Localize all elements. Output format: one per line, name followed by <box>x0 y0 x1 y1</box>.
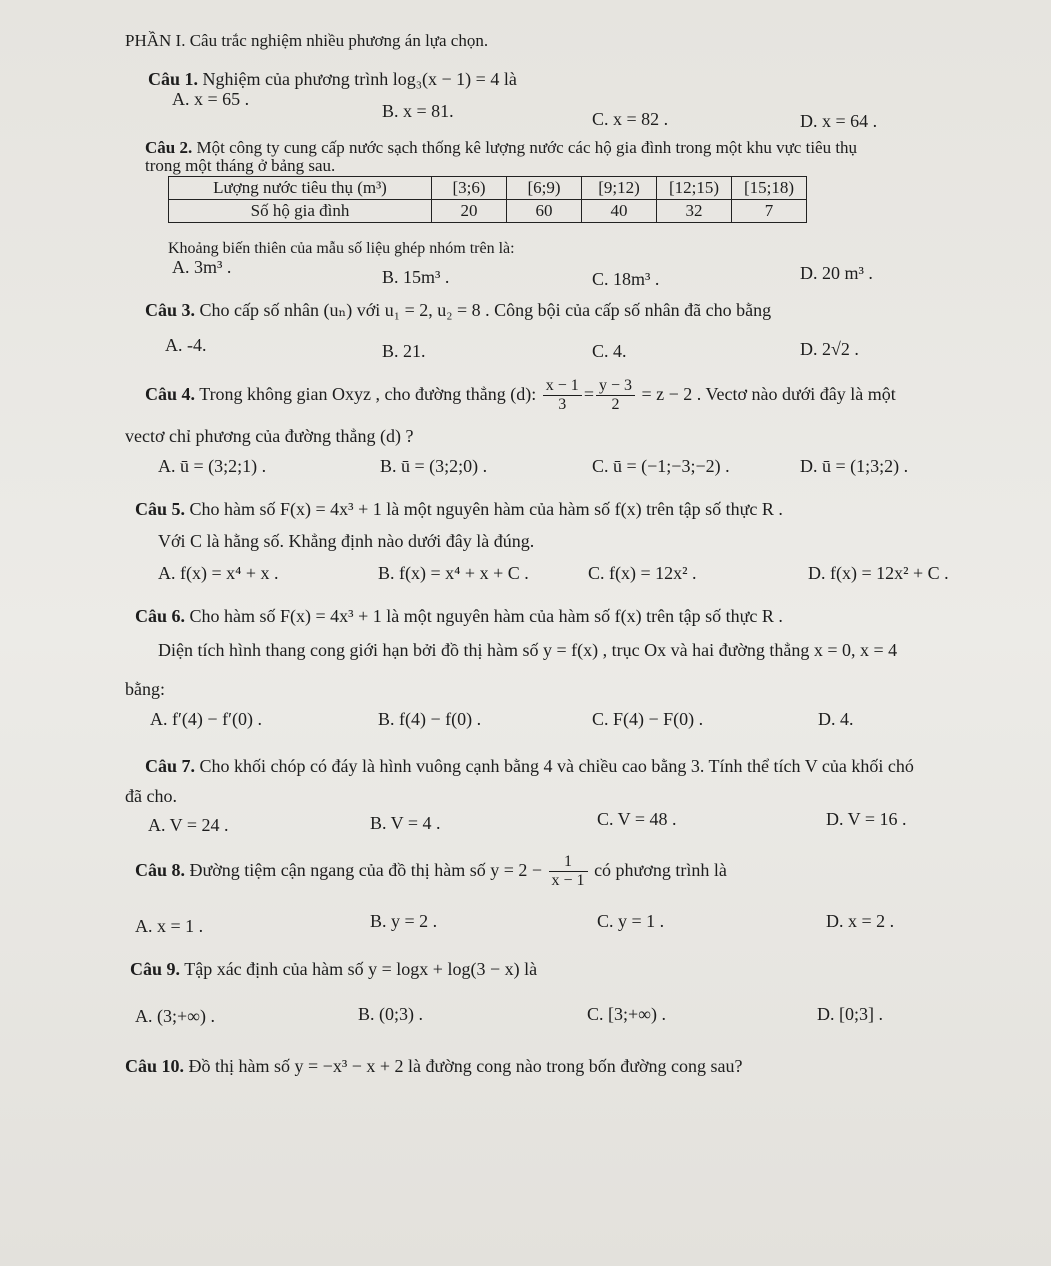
fraction: $\frac{1}{x - 1}$ <box>549 853 588 890</box>
q5-option-c[interactable]: C. f(x) = 12x² . <box>588 563 697 583</box>
question-label: Câu 7. <box>145 756 196 776</box>
question-text: Nghiệm của phương trình log₃(x − 1) = 4 là <box>202 69 517 89</box>
q8-option-d[interactable]: D. x = 2 . <box>826 911 895 931</box>
question-text: Cho hàm số F(x) = 4x³ + 1 là một nguyên hàm của hàm số f(x) trên tập số thực R . <box>189 606 783 626</box>
q5-option-d[interactable]: D. f(x) = 12x² + C . <box>808 563 949 583</box>
question-4-line2: vectơ chỉ phương của đường thẳng (d) ? <box>125 426 414 446</box>
table-cell: [9;12) <box>582 177 657 200</box>
table-header: Số hộ gia đình <box>169 200 432 223</box>
question-10 <box>125 1055 743 1077</box>
table-cell: 40 <box>582 200 657 223</box>
question-7-line2: đã cho. <box>125 786 177 806</box>
table-header: Lượng nước tiêu thụ (m³) <box>169 177 432 200</box>
q9-option-b[interactable]: B. (0;3) . <box>358 1004 423 1024</box>
question-3 <box>145 299 771 321</box>
q6-option-b[interactable]: B. f(4) − f(0) . <box>378 709 482 729</box>
question-6-line3: bằng: <box>125 679 165 699</box>
fraction: $\frac{x - 1}{3}$ <box>543 377 582 414</box>
table-row <box>169 200 807 223</box>
question-label: Câu 8. <box>135 860 186 880</box>
question-6-line2: Diện tích hình thang cong giới hạn bởi đồ thị hàm số y = f(x) , trục Ox và hai đường thẳng x = 0, x = 4 <box>158 640 898 660</box>
q4-option-b[interactable]: B. ū = (3;2;0) . <box>380 456 488 476</box>
q3-option-c[interactable]: C. 4. <box>592 341 627 361</box>
q4-option-a[interactable]: A. ū = (3;2;1) . <box>158 456 267 476</box>
question-label: Câu 1. <box>148 69 199 89</box>
q7-option-a[interactable]: A. V = 24 . <box>148 815 229 835</box>
table-cell: 20 <box>432 200 507 223</box>
q6-option-d[interactable]: D. 4. <box>818 709 854 729</box>
fraction: $\frac{y - 3}{2}$ <box>596 377 635 414</box>
q3-option-d[interactable]: D. 2√2 . <box>800 339 859 359</box>
table-cell: 60 <box>507 200 582 223</box>
q1-option-a[interactable]: A. x = 65 . <box>172 89 250 109</box>
question-5-line2: Với C là hằng số. Khẳng định nào dưới đây là đúng. <box>158 531 535 551</box>
question-text: Tập xác định của hàm số y = logx + log(3 − x) là <box>184 959 538 979</box>
table-row <box>169 177 807 200</box>
q8-option-b[interactable]: B. y = 2 . <box>370 911 438 931</box>
q7-option-b[interactable]: B. V = 4 . <box>370 813 441 833</box>
q1-option-b[interactable]: B. x = 81. <box>382 101 454 121</box>
q7-option-c[interactable]: C. V = 48 . <box>597 809 677 829</box>
question-text: Trong không gian Oxyz , cho đường thẳng (d): <box>199 384 537 404</box>
question-9 <box>130 958 537 980</box>
table-cell: 32 <box>657 200 732 223</box>
question-6 <box>135 605 783 627</box>
question-label: Câu 5. <box>135 499 186 519</box>
question-1 <box>148 68 517 90</box>
q8-option-a[interactable]: A. x = 1 . <box>135 916 204 936</box>
question-8: Câu 8. Đường tiệm cận ngang của đồ thị hàm số y = 2 − $\frac{1}{x - 1}$ có phương trình là <box>135 853 727 890</box>
q5-option-a[interactable]: A. f(x) = x⁴ + x . <box>158 563 279 583</box>
q9-option-d[interactable]: D. [0;3] . <box>817 1004 883 1024</box>
question-label: Câu 9. <box>130 959 181 979</box>
q6-option-a[interactable]: A. f′(4) − f′(0) . <box>150 709 262 729</box>
question-label: Câu 6. <box>135 606 186 626</box>
question-2-line3: Khoảng biến thiên của mẫu số liệu ghép nhóm trên là: <box>168 240 515 257</box>
q3-option-a[interactable]: A. -4. <box>165 335 207 355</box>
q3-option-b[interactable]: B. 21. <box>382 341 426 361</box>
question-label: Câu 2. <box>145 138 193 157</box>
q2-option-c[interactable]: C. 18m³ . <box>592 269 660 289</box>
q8-option-c[interactable]: C. y = 1 . <box>597 911 665 931</box>
question-label: Câu 3. <box>145 300 196 320</box>
question-text: Cho khối chóp có đáy là hình vuông cạnh bằng 4 và chiều cao bằng 3. Tính thể tích V của khối chó <box>199 756 914 776</box>
table-cell: [15;18) <box>732 177 807 200</box>
q1-option-c[interactable]: C. x = 82 . <box>592 109 669 129</box>
question-label: Câu 4. <box>145 384 196 404</box>
question-text: Cho cấp số nhân (uₙ) với u₁ = 2, u₂ = 8 . Công bội của cấp số nhân đã cho bằng <box>199 300 772 320</box>
question-2-line2: trong một tháng ở bảng sau. <box>145 156 336 175</box>
question-text: Đường tiệm cận ngang của đồ thị hàm số y = 2 − <box>189 860 543 880</box>
q9-option-a[interactable]: A. (3;+∞) . <box>135 1006 215 1026</box>
question-text: Một công ty cung cấp nước sạch thống kê lượng nước các hộ gia đình trong một khu vực tiêu thụ <box>196 138 858 157</box>
water-usage-table <box>168 176 807 223</box>
question-7 <box>145 755 914 777</box>
question-label: Câu 10. <box>125 1056 185 1076</box>
q9-option-c[interactable]: C. [3;+∞) . <box>587 1004 666 1024</box>
table-cell: [3;6) <box>432 177 507 200</box>
q7-option-d[interactable]: D. V = 16 . <box>826 809 907 829</box>
table-cell: [12;15) <box>657 177 732 200</box>
q5-option-b[interactable]: B. f(x) = x⁴ + x + C . <box>378 563 529 583</box>
q4-option-c[interactable]: C. ū = (−1;−3;−2) . <box>592 456 730 476</box>
q2-option-a[interactable]: A. 3m³ . <box>172 257 232 277</box>
question-text: Đồ thị hàm số y = −x³ − x + 2 là đường cong nào trong bốn đường cong sau? <box>188 1056 743 1076</box>
section-title: PHẦN I. Câu trắc nghiệm nhiều phương án lựa chọn. <box>125 31 489 50</box>
question-5 <box>135 498 783 520</box>
question-4: Câu 4. Trong không gian Oxyz , cho đường thẳng (d): $\frac{x - 1}{3}$ = $\frac{y - 3}{2}$ = z − 2 . Vectơ nào dưới đây là một <box>145 377 896 414</box>
table-cell: 7 <box>732 200 807 223</box>
q1-option-d[interactable]: D. x = 64 . <box>800 111 878 131</box>
q2-option-b[interactable]: B. 15m³ . <box>382 267 450 287</box>
question-text: Cho hàm số F(x) = 4x³ + 1 là một nguyên hàm của hàm số f(x) trên tập số thực R . <box>189 499 783 519</box>
q4-option-d[interactable]: D. ū = (1;3;2) . <box>800 456 909 476</box>
q2-option-d[interactable]: D. 20 m³ . <box>800 263 873 283</box>
q6-option-c[interactable]: C. F(4) − F(0) . <box>592 709 704 729</box>
table-cell: [6;9) <box>507 177 582 200</box>
